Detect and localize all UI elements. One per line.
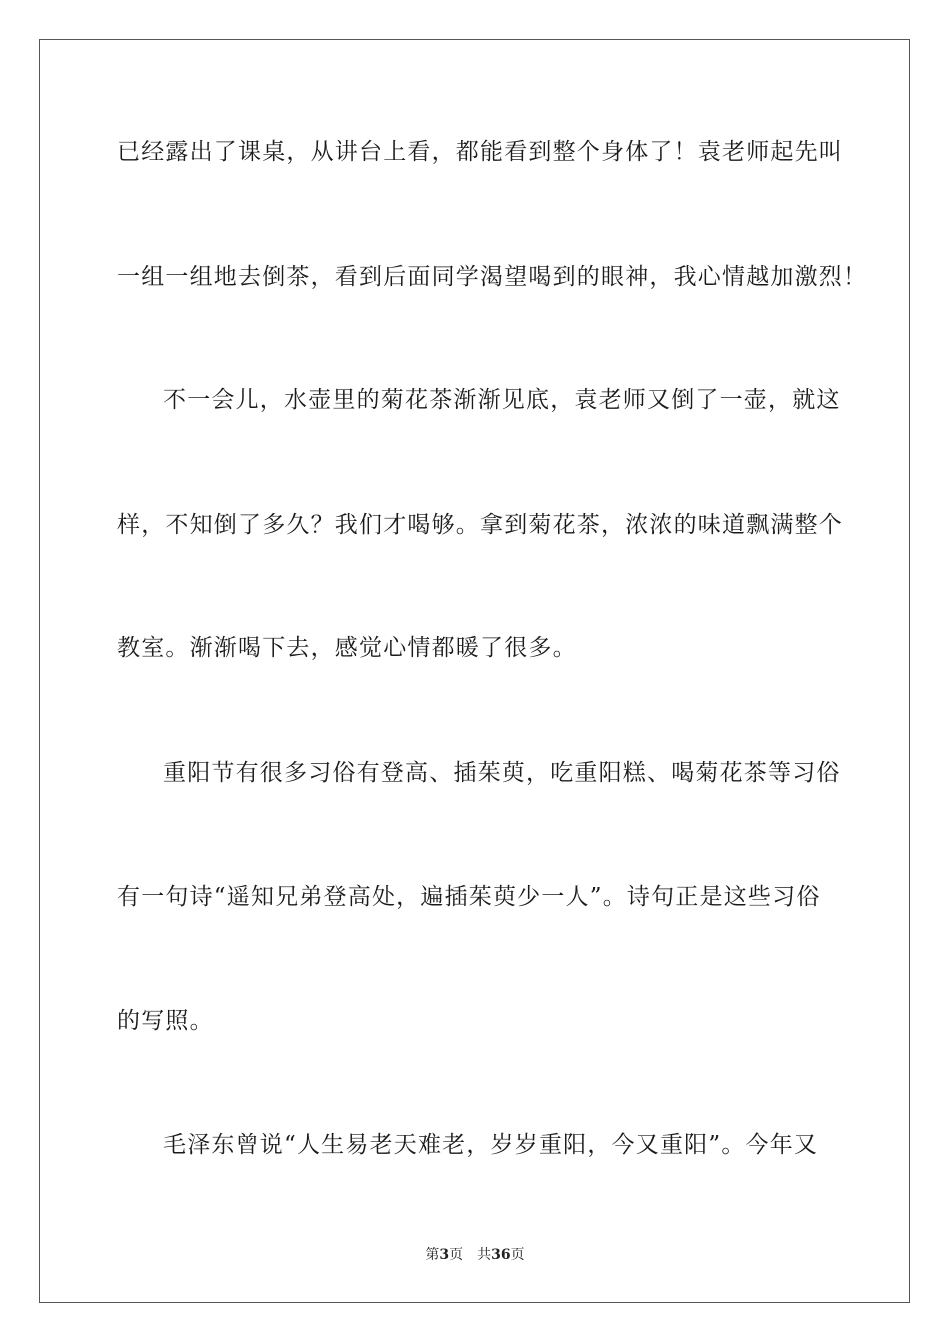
page-footer [0,1246,950,1264]
paragraph-4-line-1: 毛泽东曾说“人生易老天难老，岁岁重阳，今又重阳”。今年又 [163,1132,819,1158]
paragraph-2-line-3: 教室。渐渐喝下去，感觉心情都暖了很多。 [117,635,577,661]
page-prefix: 第 [425,1247,440,1263]
total-suffix: 页 [510,1247,525,1263]
paragraph-2-line-1: 不一会儿，水壶里的菊花茶渐渐见底，袁老师又倒了一壶，就这 [163,387,841,413]
page-number: 3 [439,1247,450,1263]
page-border [39,39,910,1303]
total-prefix: 共 [477,1247,492,1263]
paragraph-3-line-3: 的写照。 [117,1008,214,1034]
paragraph-2-line-2: 样，不知倒了多久？我们才喝够。拿到菊花茶，浓浓的味道飘满整个 [117,512,843,538]
page-suffix: 页 [449,1247,464,1263]
body-line-1: 已经露出了课桌，从讲台上看，都能看到整个身体了！袁老师起先叫 [117,139,843,165]
paragraph-3-line-2: 有一句诗“遥知兄弟登高处，遍插茱萸少一人”。诗句正是这些习俗 [117,884,821,910]
paragraph-3-line-1: 重阳节有很多习俗有登高、插茱萸，吃重阳糕、喝菊花茶等习俗 [163,760,841,786]
total-pages: 36 [491,1247,511,1263]
body-line-2: 一组一组地去倒茶，看到后面同学渴望喝到的眼神，我心情越加激烈！ [117,264,868,290]
